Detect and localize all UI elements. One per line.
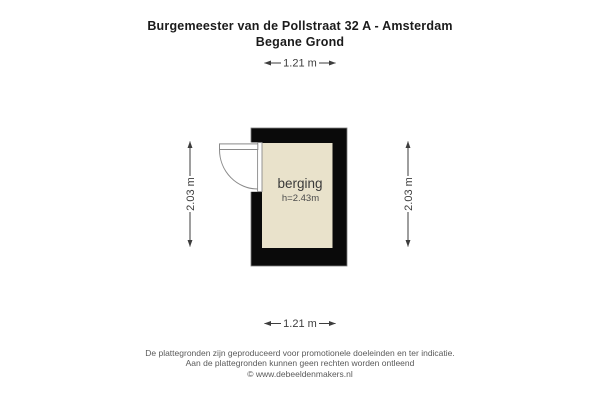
footer-block — [0, 348, 600, 379]
page-title: Burgemeester van de Pollstraat 32 A - Amsterdam — [147, 19, 453, 33]
dim-top-label: 1.21 m — [283, 57, 317, 70]
room-name-label: berging — [277, 176, 323, 191]
page-subtitle: Begane Grond — [255, 34, 345, 49]
dim-left-label: 2.03 m — [184, 177, 197, 211]
door-leaf — [220, 144, 258, 150]
dim-right-label: 2.03 m — [402, 177, 415, 211]
footer-disclaimer-line2: Aan de plattegronden kunnen geen rechten worden ontleend — [185, 358, 415, 369]
dim-bottom-label: 1.21 m — [283, 318, 317, 331]
footer-copyright: © www.debeeldenmakers.nl — [247, 368, 353, 379]
room-height-label: h=2.43m — [281, 193, 320, 204]
footer-disclaimer-line1: De plattegronden zijn geproduceerd voor promotionele doeleinden en ter indicatie. — [145, 348, 455, 358]
